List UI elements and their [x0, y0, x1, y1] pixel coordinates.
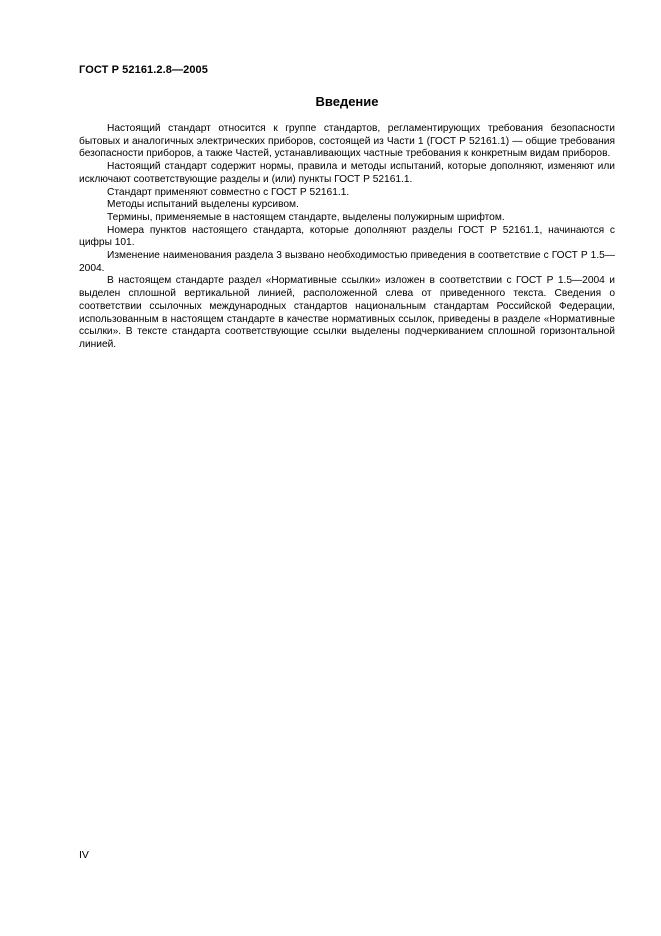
section-title: Введение — [315, 94, 379, 109]
paragraph: Термины, применяемые в настоящем стандарте, выделены полужирным шрифтом. — [107, 211, 505, 223]
paragraph: Стандарт применяют совместно с ГОСТ Р 52161.1. — [107, 186, 350, 198]
paragraph: Методы испытаний выделены курсивом. — [107, 199, 299, 211]
document-code: ГОСТ Р 52161.2.8—2005 — [79, 64, 208, 76]
paragraph: Номера пунктов настоящего стандарта, которые дополняют разделы ГОСТ Р 52161.1, начинаются с цифры 101. — [79, 224, 615, 249]
paragraph: В настоящем стандарте раздел «Нормативные ссылки» изложен в соответствии с ГОСТ Р 1.5—2004 и выделен сплошной вертикальной линией, расположенной слева от приведенного текста. Сведения о соответствии ссылочных международных стандартов национальным стандартам Российской Федерации, использованным в настоящем стандарте в качестве нормативных ссылок, приведены в разделе «Нормативные ссылки». В тексте стандарта соответствующие ссылки выделены подчеркиванием сплошной горизонтальной линией. — [79, 275, 615, 350]
paragraph: Настоящий стандарт относится к группе стандартов, регламентирующих требования безопасности бытовых и аналогичных электрических приборов, состоящей из Части 1 (ГОСТ Р 52161.1) — общие требования безопасности приборов, а также Частей, устанавливающих частные требования к конкретным видам приборов. — [79, 123, 615, 160]
paragraph: Изменение наименования раздела 3 вызвано необходимостью приведения в соответствие с ГОСТ Р 1.5—2004. — [79, 250, 615, 274]
paragraph: Настоящий стандарт содержит нормы, правила и методы испытаний, которые дополняют, изменяют или исключают соответствующие разделы и (или) пункты ГОСТ Р 52161.1. — [79, 161, 615, 185]
page-number: IV — [79, 849, 89, 861]
introduction-body — [79, 123, 615, 352]
